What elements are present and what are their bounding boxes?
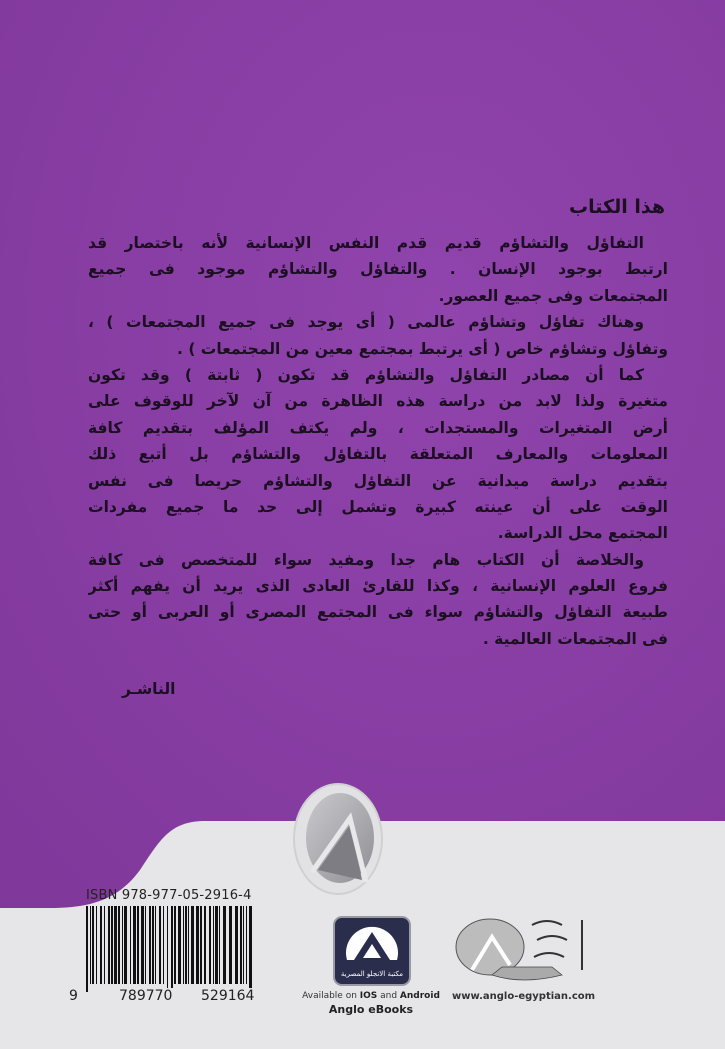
barcode-bar [122, 906, 123, 984]
barcode-digits-right: 529164 [198, 988, 257, 1004]
barcode-bar [152, 906, 154, 984]
barcode-bar [174, 906, 176, 984]
emblem-logo [294, 784, 382, 894]
barcode-bar [246, 906, 247, 984]
barcode-bar [100, 906, 102, 984]
website-url: www.anglo-egyptian.com [452, 991, 596, 1002]
blurb-line: المجتمع محل الدراسة. [497, 524, 668, 543]
barcode-bar [235, 906, 238, 984]
barcode-bar [229, 906, 232, 984]
blurb-line: أرض المتغيرات والمستجدات ، ولم يكتف المؤلف بتقديم كافة [88, 418, 668, 437]
barcode-bar [191, 906, 194, 984]
barcode-bar [213, 906, 214, 984]
barcode-digits-left: 789770 [116, 988, 175, 1004]
blurb-line: الوقت على أن عينته كبيرة وتشمل إلى حد ما جميع مفردات [88, 497, 668, 516]
barcode-bar [155, 906, 156, 984]
barcode-bar [178, 906, 181, 984]
app-name: Anglo eBooks [328, 1003, 414, 1016]
barcode-bar [219, 906, 220, 984]
barcode-bar [209, 906, 211, 984]
blurb-text [88, 230, 668, 652]
blurb-line: وتفاؤل وتشاؤم خاص ( أى يرتبط بمجتمع معين من المجتمعات ) . [177, 339, 668, 358]
barcode-bar [200, 906, 202, 984]
blurb-line: التفاؤل والتشاؤم قديم قدم النفس الإنسانية لأنه باختصار قد [88, 234, 644, 252]
blurb-line: فى المجتمعات العالمية . [482, 629, 668, 648]
barcode [82, 906, 258, 992]
barcode-bar [92, 906, 94, 984]
barcode-bar [249, 906, 252, 992]
barcode-bar [133, 906, 136, 984]
barcode-bar [114, 906, 117, 984]
publisher-signature: الناشـر [122, 680, 176, 698]
blurb-line: ارتبط بوجود الإنسان . والتفاؤل والتشاؤم موجود فى جميع [88, 260, 668, 279]
blurb-line: المعلومات والمعارف المتعلقة بالتفاؤل والتشاؤم بل أتبع ذلك [88, 445, 668, 464]
blurb-line: وهناك تفاؤل وتشاؤم عالمى ( أى يوجد فى جميع المجتمعات ) ، [88, 313, 644, 332]
blurb-line: متغيرة ولذا لابد من دراسة هذه الظاهرة من آن لآخر للوقوف على [88, 392, 668, 411]
barcode-bar [137, 906, 139, 984]
barcode-bar [167, 906, 168, 992]
barcode-bar [171, 906, 173, 992]
barcode-bar [86, 906, 88, 992]
blurb-line: طبيعة التفاؤل والتشاؤم سواء فى المجتمع المصرى أو العربى أو حتى [88, 603, 668, 622]
barcode-bar [163, 906, 164, 984]
blurb-line: فروع العلوم الإنسانية ، وكذا للقارئ العادى الذى يريد أن يفهم أكثر [88, 577, 668, 596]
barcode-bar [240, 906, 242, 984]
barcode-bar [223, 906, 226, 984]
app-icon-label: مكتبة الانجلو المصرية [340, 970, 404, 978]
barcode-bar [141, 906, 144, 984]
barcode-bar [96, 906, 97, 984]
blurb-line: المجتمعات وفى جميع العصور. [438, 286, 668, 305]
barcode-bar [183, 906, 184, 984]
isbn-label: ISBN 978-977-05-2916-4 [86, 888, 252, 903]
barcode-bar [130, 906, 131, 984]
barcode-bar [185, 906, 187, 984]
availability-text: Available on IOS and Android [302, 991, 440, 1001]
barcode-bar [124, 906, 127, 984]
blurb-line: بتقديم دراسة ميدانية عن التفاؤل والتشاؤم حريصا فى نفس [88, 471, 668, 490]
barcode-bar [90, 906, 91, 984]
blurb-line: كما أن مصادر التفاؤل والتشاؤم قد تكون ( ثابتة ) وقد تكون [88, 365, 644, 384]
blurb-line: والخلاصة أن الكتاب هام جدا ومفيد سواء للمتخصص فى كافة [88, 550, 644, 569]
barcode-bar [215, 906, 218, 984]
fath-etsafah-logo [452, 915, 597, 987]
barcode-bar [145, 906, 146, 984]
barcode-bar [204, 906, 206, 984]
barcode-bar [188, 906, 189, 984]
barcode-digit-first: 9 [66, 988, 81, 1004]
barcode-bar [149, 906, 151, 984]
barcode-bar [104, 906, 105, 984]
barcode-bar [243, 906, 244, 984]
barcode-bar [118, 906, 120, 984]
barcode-bar [159, 906, 161, 984]
barcode-bar [108, 906, 110, 984]
section-title: هذا الكتاب [569, 196, 665, 218]
barcode-bar [196, 906, 199, 984]
anglo-ebooks-app-icon [333, 916, 411, 986]
barcode-bar [111, 906, 113, 984]
